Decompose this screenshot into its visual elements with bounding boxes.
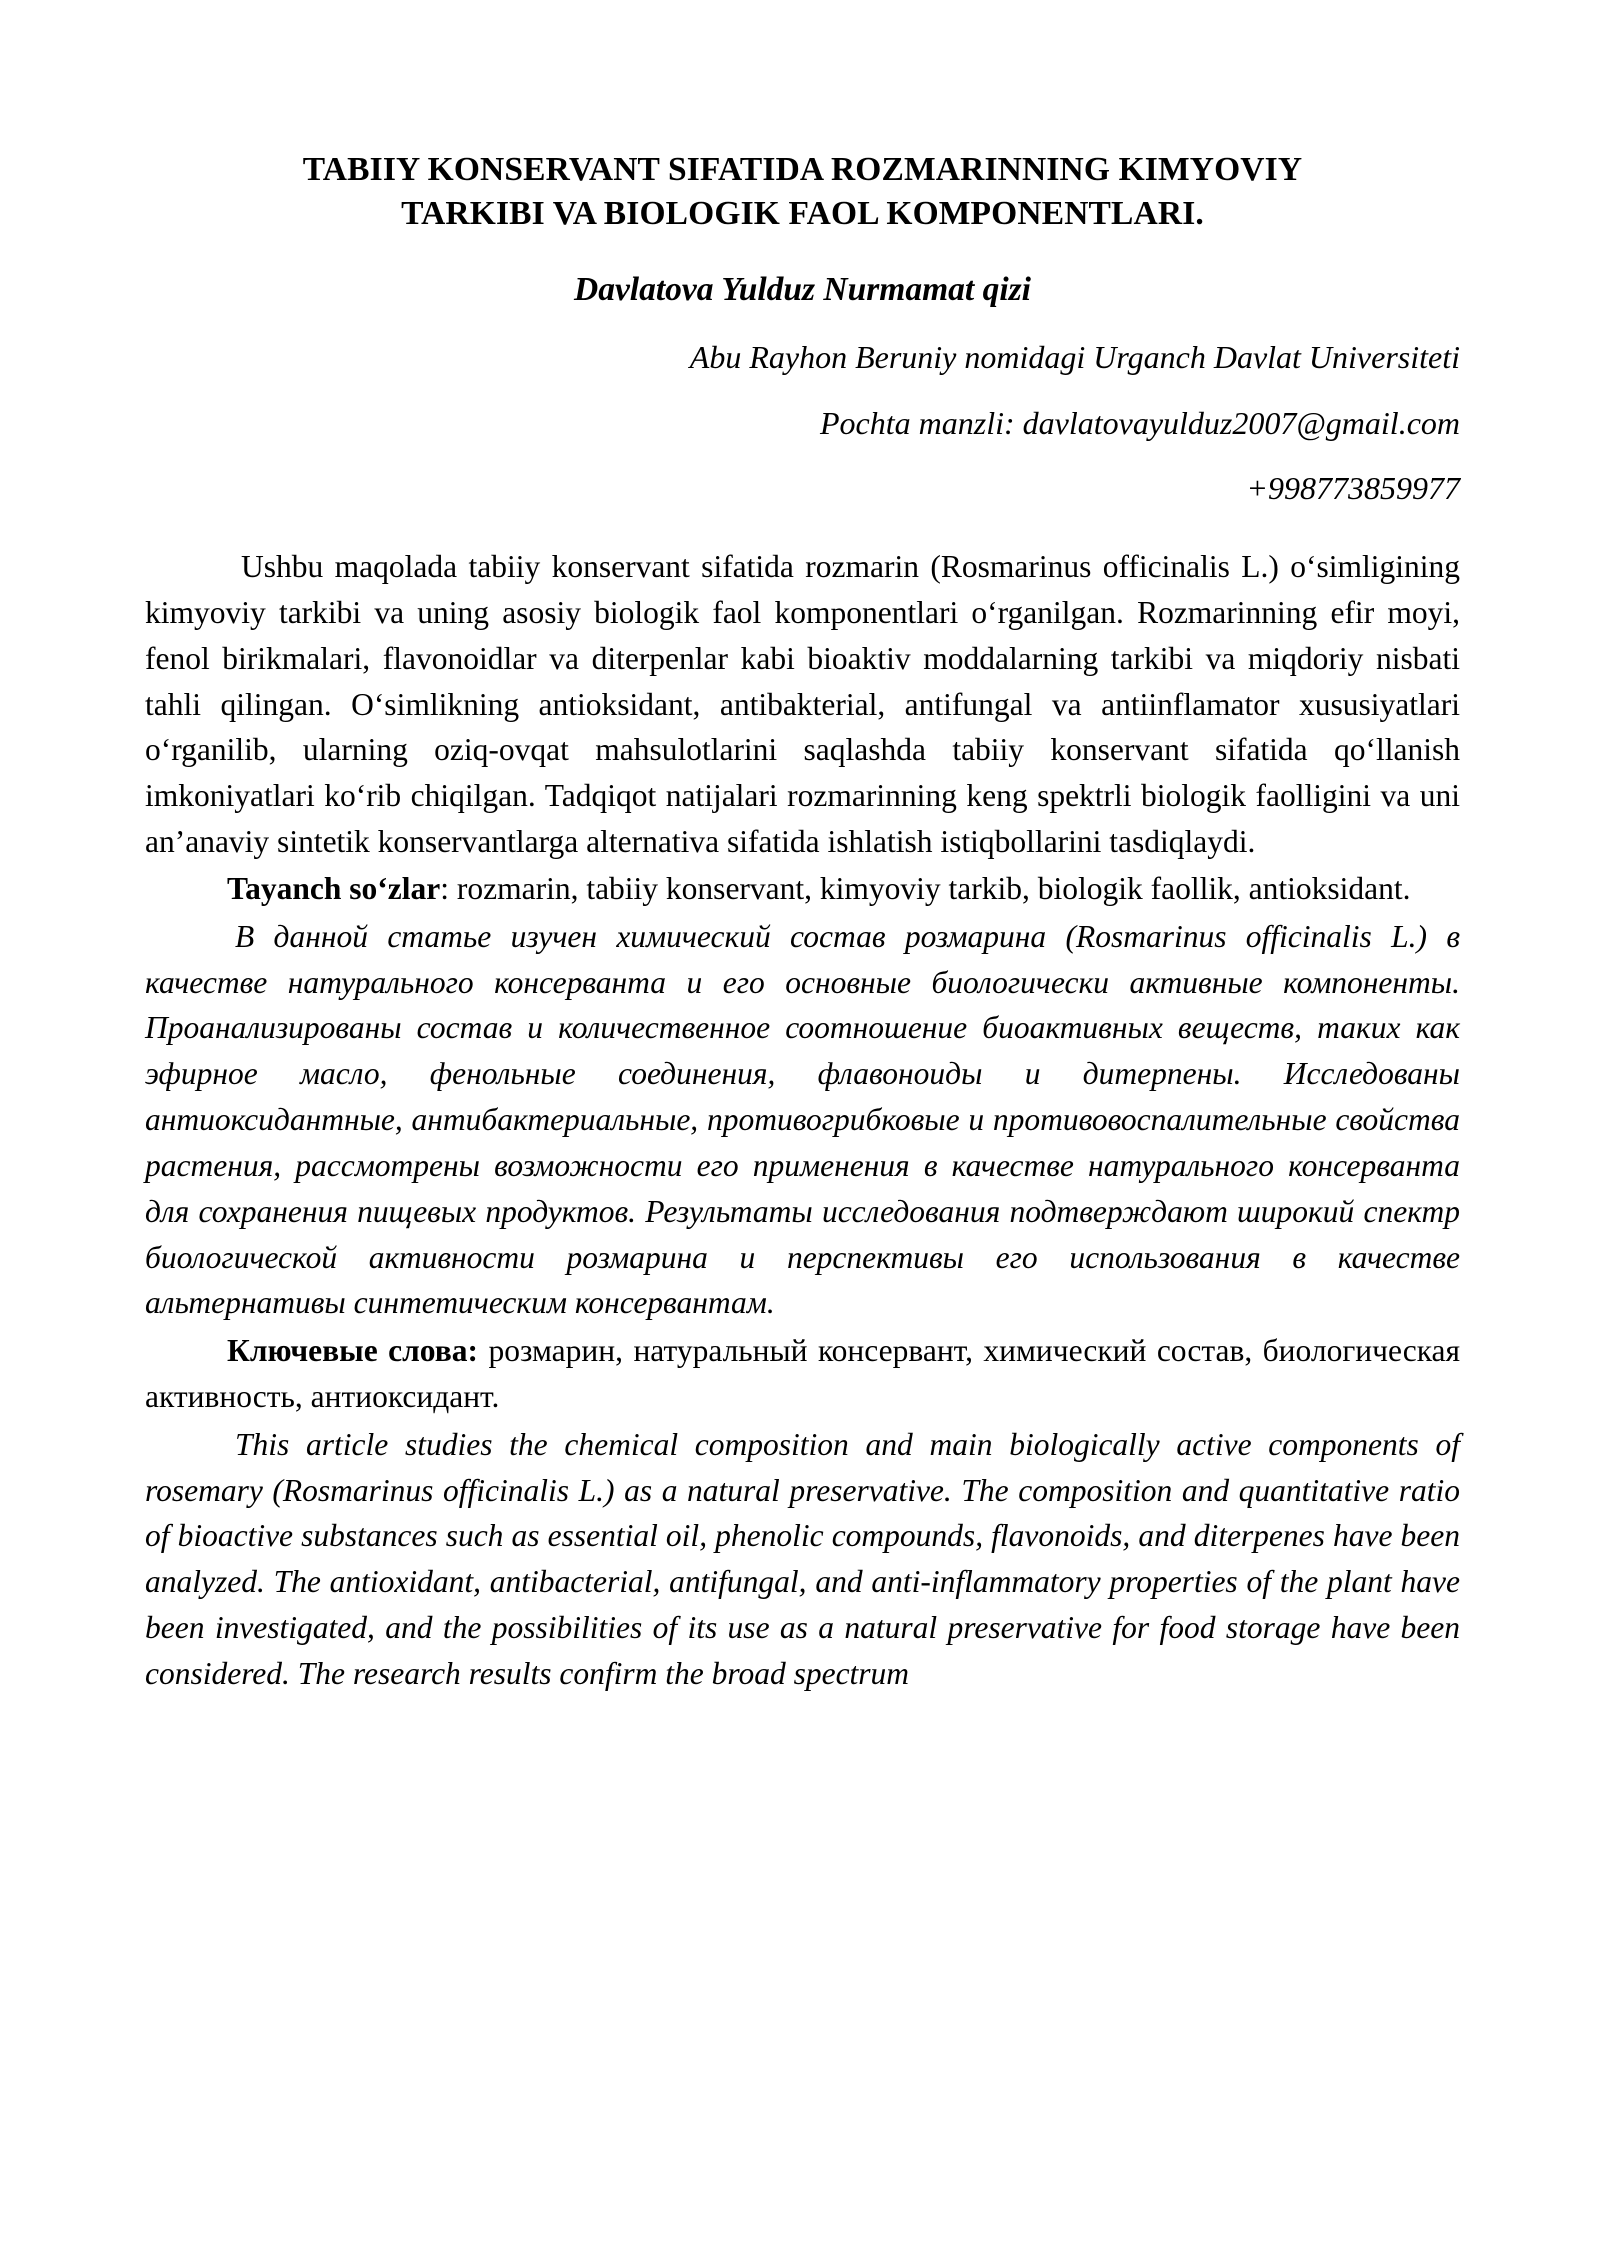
author-name: Davlatova Yulduz Nurmamat qizi <box>574 270 1031 308</box>
keywords-uzbek <box>145 866 1460 912</box>
abstract-russian: В данной статье изучен химический состав розмарина (Rosmarinus officinalis L.) в качестве натурального консерванта и его основные биологически активные компоненты. Проанализированы состав и количественное соотношение биоактивных веществ, таких как эфирное масло, фенольные соединения, флавоноиды и дитерпены. Исследованы антиоксидантные, антибактериальные, противогрибковые и противовоспалительные свойства растения, рассмотрены возможности его применения в качестве натурального консерванта для сохранения пищевых продуктов. Результаты исследования подтверждают широкий спектр биологической активности розмарина и перспективы его использования в качестве альтернативы синтетическим консервантам. <box>145 918 1460 1321</box>
author-email: Pochta manzli: davlatovayulduz2007@gmail.com <box>819 404 1460 441</box>
keywords-uzbek-separator: : <box>440 870 457 906</box>
page-title <box>145 148 1460 236</box>
page-title-line-2: TARKIBI VA BIOLOGIK FAOL KOMPONENTLARI. <box>401 194 1204 232</box>
author-affiliation: Abu Rayhon Beruniy nomidagi Urganch Davlat Universiteti <box>689 339 1460 376</box>
keywords-russian-values: розмарин, натуральный консервант, химический состав, биологическая активность, антиоксидант. <box>145 1333 1460 1414</box>
keywords-russian-separator <box>478 1333 488 1368</box>
keywords-uzbek-label: Tayanch so‘zlar <box>227 870 441 906</box>
author-phone: +998773859977 <box>1246 470 1460 507</box>
keywords-russian <box>145 1328 1460 1420</box>
page-title-line-1: TABIIY KONSERVANT SIFATIDA ROZMARINNING KIMYOVIY <box>302 151 1303 188</box>
keywords-uzbek-values: rozmarin, tabiiy konservant, kimyoviy tarkib, biologik faollik, antioksidant. <box>456 870 1411 906</box>
abstract-english: This article studies the chemical composition and main biologically active components of rosemary (Rosmarinus officinalis L.) as a natural preservative. The composition and quantitative ratio of bioactive substances such as essential oil, phenolic compounds, flavonoids, and diterpenes have been analyzed. The antioxidant, antibacterial, antifungal, and anti-inflammatory properties of the plant have been investigated, and the possibilities of its use as a natural preservative for food storage have been considered. The research results confirm the broad spectrum <box>145 1426 1460 1691</box>
abstract-uzbek: Ushbu maqolada tabiiy konservant sifatida rozmarin (Rosmarinus officinalis L.) o‘simligining kimyoviy tarkibi va uning asosiy biologik faol komponentlari o‘rganilgan. Rozmarinning efir moyi, fenol birikmalari, flavonoidlar va diterpenlar kabi bioaktiv moddalarning tarkibi va miqdoriy nisbati tahli qilingan. O‘simlikning antioksidant, antibakterial, antifungal va antiinflamator xususiyatlari o‘rganilib, ularning oziq-ovqat mahsulotlarini saqlashda tabiiy konservant sifatida qo‘llanish imkoniyatlari ko‘rib chiqilgan. Tadqiqot natijalari rozmarinning keng spektrli biologik faolligini va uni an’anaviy sintetik konservantlarga alternativa sifatida ishlatish istiqbollarini tasdiqlaydi. <box>145 549 1460 860</box>
keywords-russian-label: Ключевые слова: <box>227 1333 479 1369</box>
